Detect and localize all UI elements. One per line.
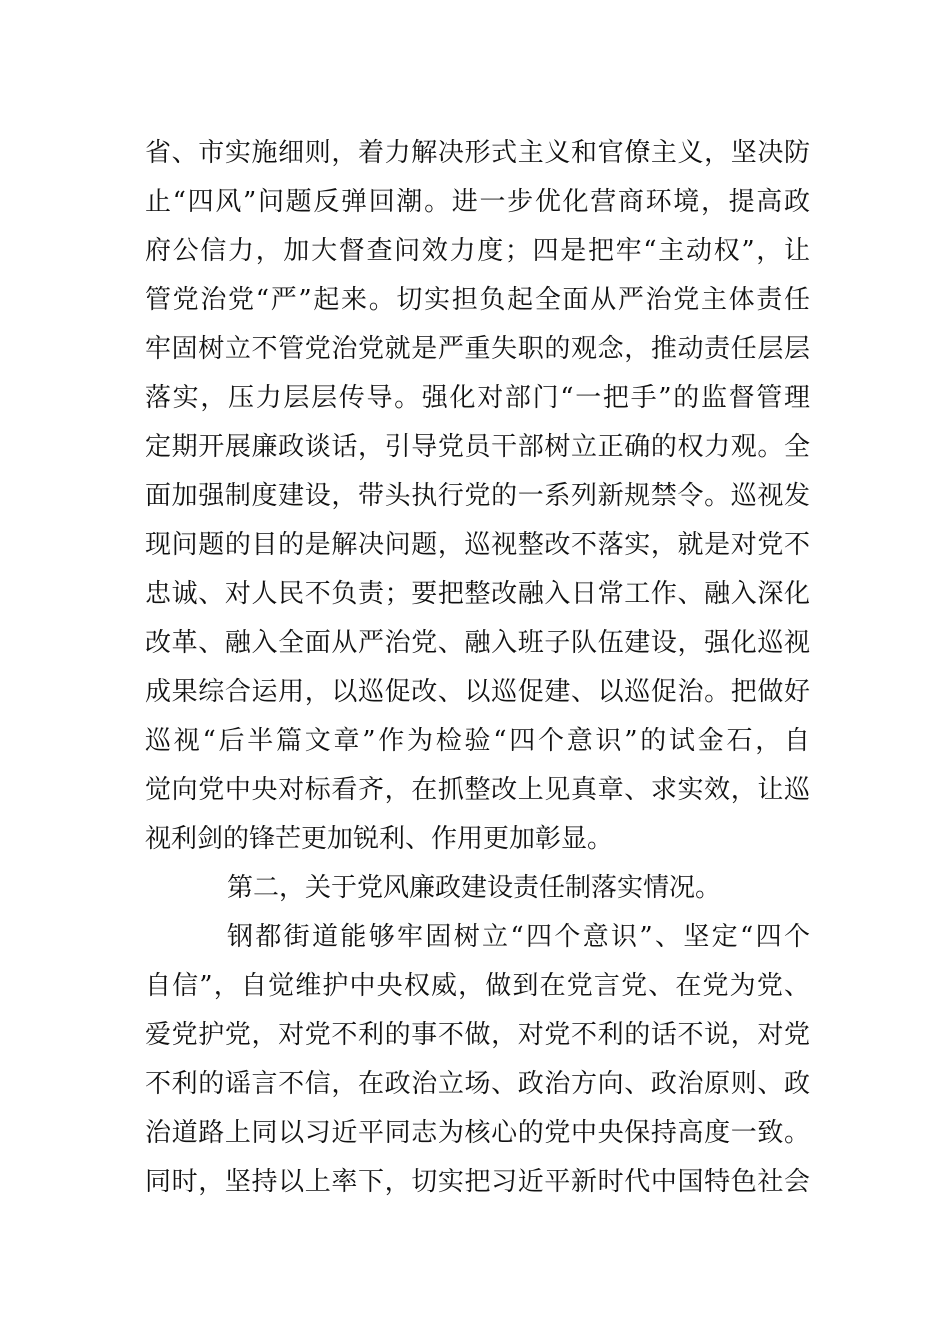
text-line: 管党治党“严”起来。切实担负起全面从严治党主体责任 [145, 285, 810, 315]
text-line: 爱党护党，对党不利的事不做，对党不利的话不说，对党 [145, 1020, 810, 1050]
text-line: 面加强制度建设，带头执行党的一系列新规禁令。巡视发 [145, 481, 810, 511]
text-line: 成果综合运用，以巡促改、以巡促建、以巡促治。把做好 [145, 677, 810, 707]
text-line: 巡视“后半篇文章”作为检验“四个意识”的试金石，自 [145, 726, 810, 756]
paragraph-2 [145, 913, 810, 1207]
text-line: 府公信力，加大督查问效力度；四是把牢“主动权”，让 [145, 236, 810, 266]
text-line: 省、市实施细则，着力解决形式主义和官僚主义，坚决防 [145, 138, 810, 168]
text-line: 忠诚、对人民不负责；要把整改融入日常工作、融入深化 [145, 579, 810, 609]
paragraph-1 [145, 129, 810, 864]
text-line: 牢固树立不管党治党就是严重失职的观念，推动责任层层 [145, 334, 810, 364]
text-line: 钢都街道能够牢固树立“四个意识”、坚定“四个 [227, 922, 810, 952]
section-heading: 第二，关于党风廉政建设责任制落实情况。 [227, 873, 722, 903]
text-line: 改革、融入全面从严治党、融入班子队伍建设，强化巡视 [145, 628, 810, 658]
text-line: 不利的谣言不信，在政治立场、政治方向、政治原则、政 [145, 1069, 810, 1099]
text-line: 觉向党中央对标看齐，在抓整改上见真章、求实效，让巡 [145, 775, 810, 805]
text-line: 现问题的目的是解决问题，巡视整改不落实，就是对党不 [145, 530, 810, 560]
text-line: 治道路上同以习近平同志为核心的党中央保持高度一致。 [145, 1118, 810, 1148]
text-line: 定期开展廉政谈话，引导党员干部树立正确的权力观。全 [145, 432, 810, 462]
text-line: 止“四风”问题反弹回潮。进一步优化营商环境，提高政 [145, 187, 810, 217]
document-body [145, 129, 810, 1207]
text-line: 自信”，自觉维护中央权威，做到在党言党、在党为党、 [145, 971, 810, 1001]
text-line: 视利剑的锋芒更加锐利、作用更加彰显。 [145, 824, 614, 854]
text-line: 同时，坚持以上率下，切实把习近平新时代中国特色社会 [145, 1167, 810, 1197]
text-line: 落实，压力层层传导。强化对部门“一把手”的监督管理 [145, 383, 810, 413]
